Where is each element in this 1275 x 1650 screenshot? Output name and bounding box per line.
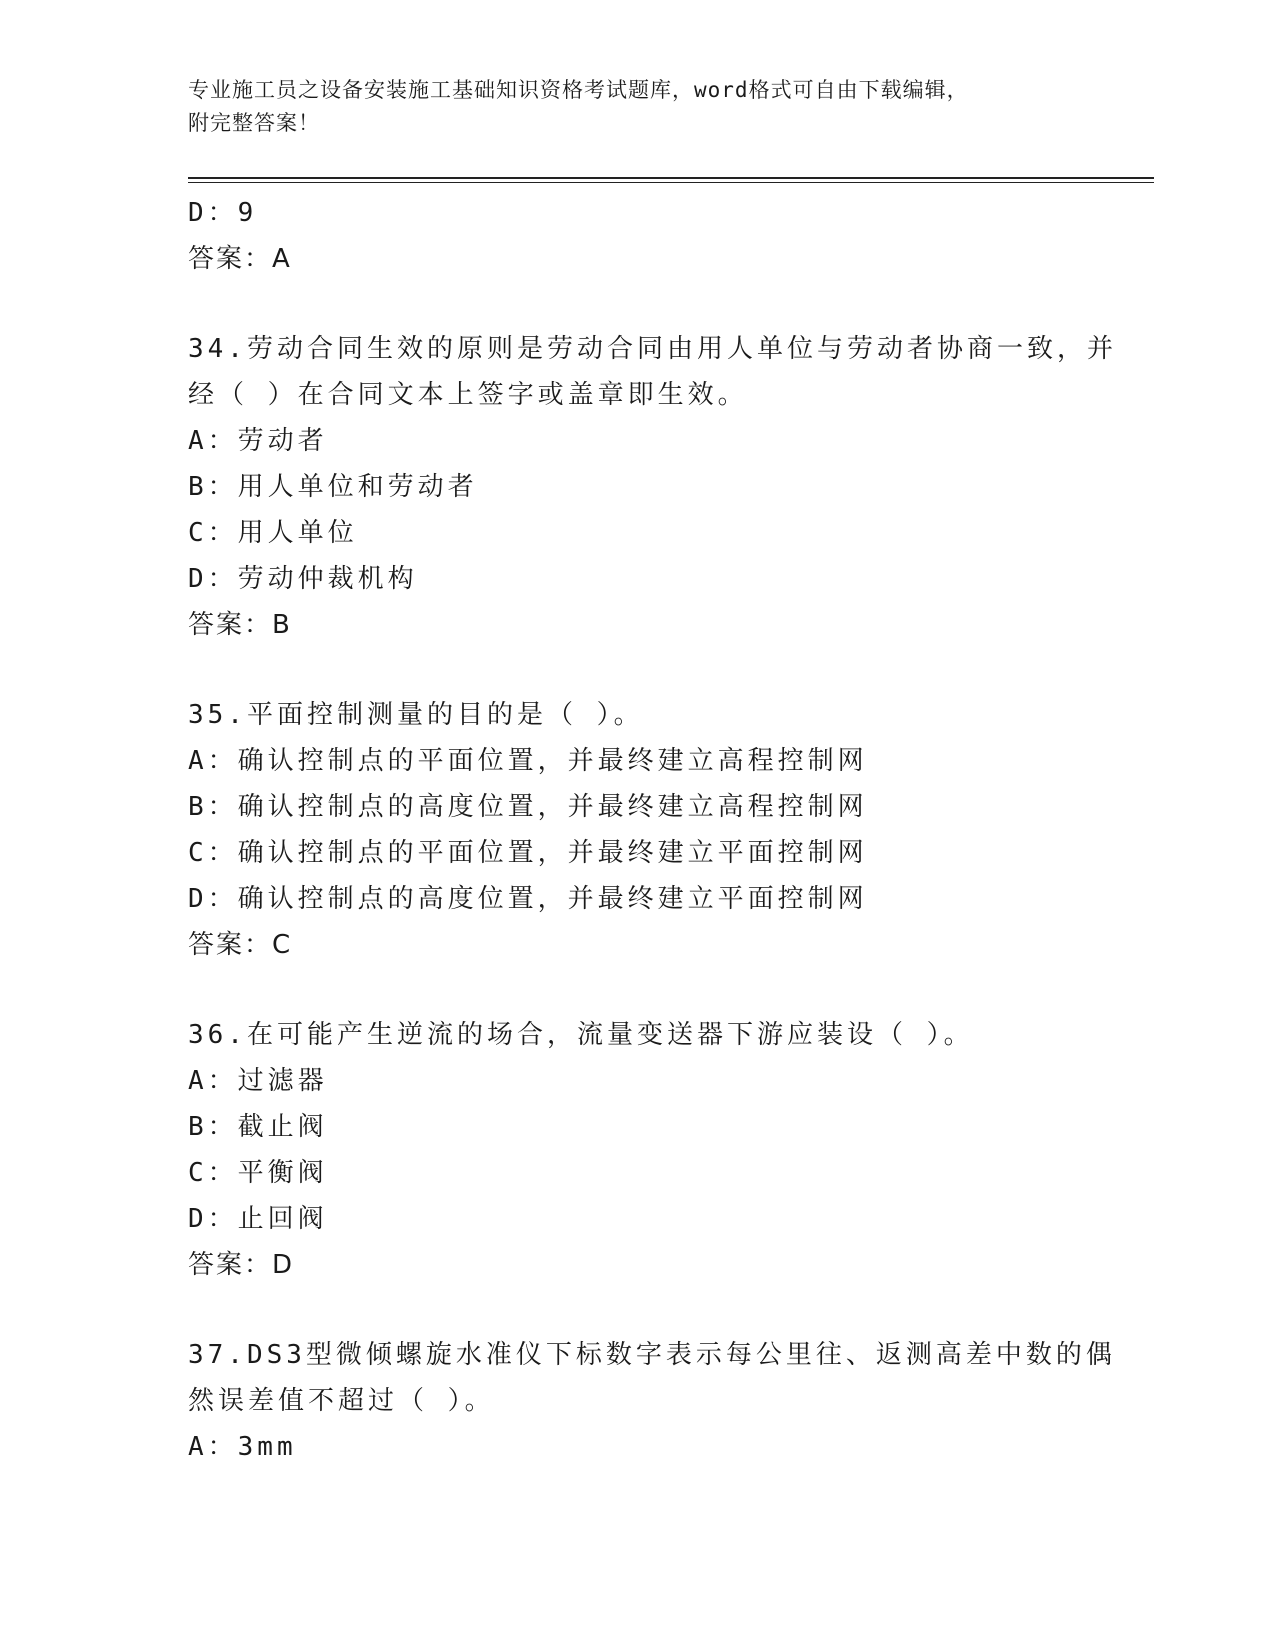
option-a: A：确认控制点的平面位置，并最终建立高程控制网 (188, 746, 868, 776)
answer-line: 答案：D (188, 1250, 295, 1280)
document-header (188, 74, 1068, 140)
option-d: D：劳动仲裁机构 (188, 564, 418, 594)
answer-line: 答案：B (188, 610, 292, 640)
option-d: D：9 (188, 198, 258, 228)
option-b: B：确认控制点的高度位置，并最终建立高程控制网 (188, 792, 868, 822)
option-d: D：确认控制点的高度位置，并最终建立平面控制网 (188, 884, 868, 914)
answer-line: 答案：C (188, 930, 293, 960)
question-stem: 34.劳动合同生效的原则是劳动合同由用人单位与劳动者协商一致，并 (188, 334, 1117, 364)
question-36 (188, 1012, 1088, 1288)
header-line-2: 附完整答案！ (188, 111, 320, 135)
option-a: A：3mm (188, 1432, 297, 1462)
header-line-1: 专业施工员之设备安装施工基础知识资格考试题库，word格式可自由下载编辑， (188, 78, 969, 102)
option-b: B：截止阀 (188, 1112, 328, 1142)
question-stem-continued: 然误差值不超过（ ）。 (188, 1386, 495, 1416)
option-c: C：平衡阀 (188, 1158, 328, 1188)
question-stem: 35.平面控制测量的目的是（ ）。 (188, 700, 644, 730)
header-divider (188, 177, 1154, 179)
answer-line: 答案：A (188, 244, 292, 274)
question-stem: 37.DS3型微倾螺旋水准仪下标数字表示每公里往、返测高差中数的偶 (188, 1340, 1116, 1370)
option-b: B：用人单位和劳动者 (188, 472, 478, 502)
question-list (188, 190, 1117, 1470)
question-35 (188, 692, 1088, 968)
option-d: D：止回阀 (188, 1204, 328, 1234)
header-divider-thin (188, 182, 1154, 183)
question-stem: 36.在可能产生逆流的场合，流量变送器下游应装设（ ）。 (188, 1020, 974, 1050)
question-37 (188, 1332, 1116, 1470)
option-c: C：用人单位 (188, 518, 358, 548)
option-a: A：过滤器 (188, 1066, 328, 1096)
question-34 (188, 326, 1117, 648)
question-stem-continued: 经（ ）在合同文本上签字或盖章即生效。 (188, 380, 748, 410)
option-a: A：劳动者 (188, 426, 328, 456)
option-c: C：确认控制点的平面位置，并最终建立平面控制网 (188, 838, 868, 868)
